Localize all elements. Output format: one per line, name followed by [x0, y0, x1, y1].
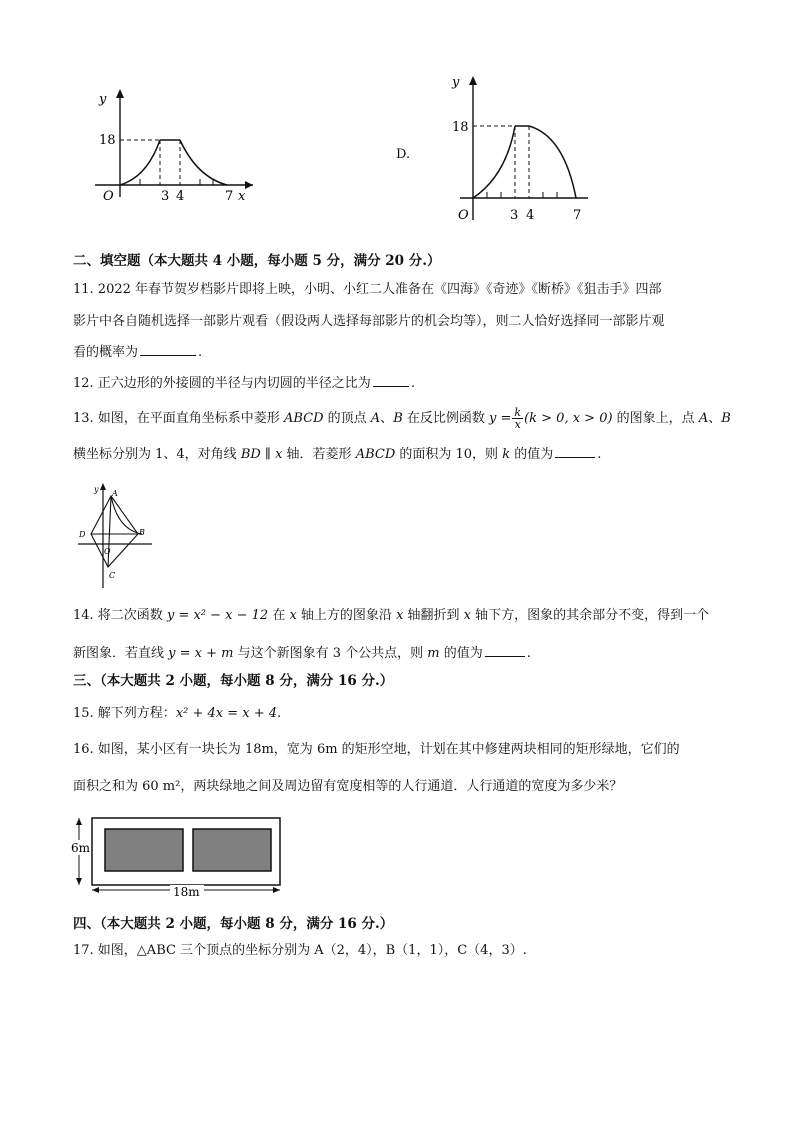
x-tick-4: 4: [526, 208, 535, 223]
graph-option-d: [440, 70, 600, 230]
math-x: x: [396, 608, 404, 623]
math-condition: (k > 0, x > 0): [524, 411, 613, 426]
section-4-title: 四、（本大题共 2 小题，每小题 8 分，满分 16 分.）: [73, 916, 394, 932]
q14-text: 轴翻折到: [403, 608, 464, 623]
fraction-k-over-x: [512, 407, 523, 430]
math-b: B: [721, 411, 731, 426]
q14-text: 的值为: [439, 646, 483, 661]
numerator: k: [514, 406, 522, 419]
vertex-d-label: D: [79, 530, 86, 539]
diagonal-ac: [108, 496, 111, 567]
q13-text: 在反比例函数: [402, 411, 490, 426]
y-axis-label: y: [452, 75, 460, 90]
q13-rhombus-figure: [74, 480, 156, 592]
period: .: [597, 447, 602, 462]
math-k: k: [502, 447, 511, 462]
period: .: [277, 706, 282, 721]
x-tick-3: 3: [161, 189, 170, 204]
x-axis-label: x: [238, 189, 246, 204]
answer-blank: [485, 644, 525, 657]
q14-text: 轴下方，图象的其余部分不变，得到一个: [471, 608, 710, 623]
math-quadratic: y = x² − x − 12: [166, 608, 269, 623]
q16-line2: 面积之和为 60 m²，两块绿地之间及周边留有宽度相等的人行通道．人行通道的宽度为多少米？: [73, 779, 623, 794]
origin-label: O: [104, 547, 111, 556]
width-label: 18m: [173, 885, 200, 899]
answer-blank: [555, 445, 595, 458]
period: .: [410, 376, 415, 391]
q14-text: 新图象．若直线: [73, 646, 169, 661]
math-equation: x² + 4x = x + 4: [175, 706, 278, 721]
y-tick-18: 18: [452, 120, 469, 135]
option-d-label: D.: [396, 147, 411, 162]
math-a: A: [698, 411, 709, 426]
math-a: A: [370, 411, 381, 426]
curve-fall: [180, 140, 227, 185]
separator: 、: [708, 411, 722, 426]
math-x: x: [463, 608, 472, 623]
q13-text: 横坐标分别为 1、4，对角线: [73, 447, 241, 462]
q13-text: 的值为: [510, 447, 554, 462]
math-abcd: ABCD: [355, 447, 396, 462]
q14-text: 轴上方的图象沿: [296, 608, 397, 623]
section-3-title: 三、（本大题共 2 小题，每小题 8 分，满分 16 分.）: [73, 673, 394, 689]
q12-text: 12. 正六边形的外接圆的半径与内切圆的半径之比为: [73, 376, 371, 391]
answer-blank: [140, 343, 196, 356]
rhombus-abcd: [91, 496, 138, 567]
q14-line1: [73, 607, 709, 625]
q13-line2: [73, 445, 601, 464]
q13-text: 13. 如图，在平面直角坐标系中菱形: [73, 411, 284, 426]
q13-text: 轴．若菱形: [282, 447, 356, 462]
x-tick-7: 7: [225, 189, 234, 204]
curve-rise: [120, 140, 160, 185]
answer-blank: [373, 374, 409, 387]
math-bd: BD: [240, 447, 261, 462]
q15-line: [73, 705, 281, 723]
x-tick-4: 4: [176, 189, 185, 204]
math-b: B: [393, 411, 403, 426]
q16-line1: 16. 如图，某小区有一块长为 18m，宽为 6m 的矩形空地，计划在其中修建两块相同的矩形绿地，它们的: [73, 742, 680, 757]
math-m: m: [427, 646, 440, 661]
q15-text: 15. 解下列方程：: [73, 706, 176, 721]
q14-text: 14. 将二次函数: [73, 608, 167, 623]
curve-rise: [473, 126, 515, 198]
q13-text: 的面积为 10，则: [395, 447, 503, 462]
height-label: 6m: [71, 841, 91, 855]
origin-label: O: [458, 208, 469, 223]
separator: 、: [380, 411, 394, 426]
q13-text: 的顶点: [323, 411, 371, 426]
q13-text: 的图象上，点: [612, 411, 699, 426]
x-tick-3: 3: [510, 208, 519, 223]
q14-line2: [73, 644, 531, 663]
math-x: x: [275, 447, 283, 462]
section-2-title: 二、填空题（本大题共 4 小题，每小题 5 分，满分 20 分.）: [73, 253, 441, 269]
q14-text: 在: [268, 608, 290, 623]
green-plot-right: [193, 829, 271, 871]
vertex-c-label: C: [109, 571, 116, 580]
y-axis-label: y: [99, 92, 107, 107]
x-tick-7: 7: [573, 208, 582, 223]
y-axis-label: y: [94, 485, 99, 494]
q17-line: 17. 如图，△ABC 三个顶点的坐标分别为 A（2，4），B（1，1），C（4，3）.: [73, 943, 527, 958]
vertex-a-label: A: [112, 489, 118, 498]
y-tick-18: 18: [99, 133, 116, 148]
math-line: y = x + m: [168, 646, 234, 661]
math-eq: y =: [489, 411, 512, 426]
math-abcd: ABCD: [283, 411, 324, 426]
period: .: [198, 345, 203, 360]
q13-line1: [73, 407, 731, 430]
q11-line2: 影片中各自随机选择一部影片观看（假设两人选择每部影片的机会均等），则二人恰好选择同一部影片观: [73, 314, 665, 329]
q16-rectangle-figure: [70, 812, 285, 900]
vertex-b-label: B: [139, 528, 145, 537]
q12-line: [73, 374, 415, 393]
denominator: x: [514, 418, 521, 431]
origin-label: O: [103, 189, 114, 204]
q11-text: 看的概率为: [73, 345, 139, 360]
q14-text: 与这个新图象有 3 个公共点，则: [233, 646, 428, 661]
math-x: x: [289, 608, 297, 623]
q11-line1: 11. 2022 年春节贺岁档影片即将上映，小明、小红二人准备在《四海》《奇迹》《断桥》《狙击手》四部: [73, 282, 662, 297]
graph-option-c: [85, 85, 265, 205]
q11-line3: [73, 343, 202, 362]
green-plot-left: [105, 829, 183, 871]
period: .: [526, 646, 531, 661]
parallel-sign: ∥: [260, 447, 276, 462]
curve-fall: [529, 126, 576, 198]
